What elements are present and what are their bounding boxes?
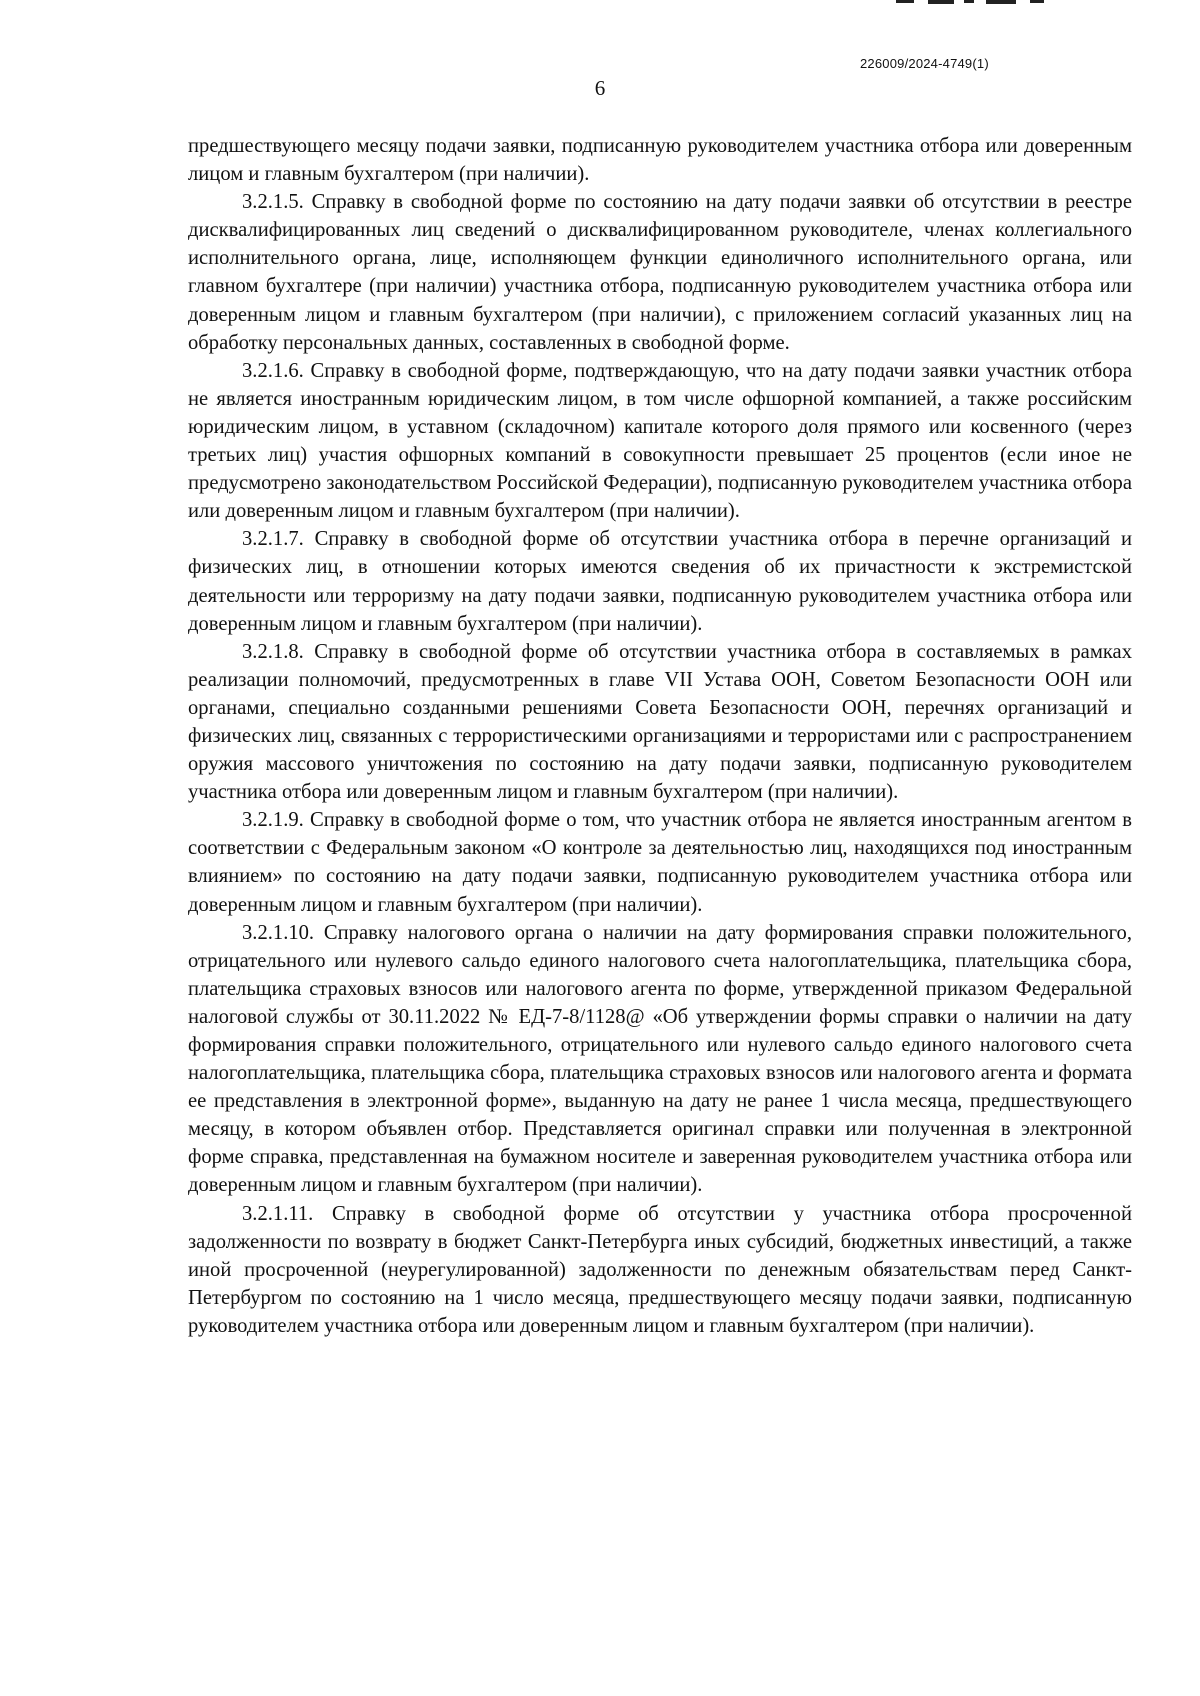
paragraph-3-2-1-9: 3.2.1.9. Справку в свободной форме о том, что участник отбора не является иностранным агентом в соответствии с Федеральным законом «О контроле за деятельностью лиц, находящихся под иностранным влиянием» по состоянию на дату подачи заявки, подписанную руководителем участника отбора или доверенным лицом и главным бухгалтером (при наличии). xyxy=(188,809,1132,916)
paragraph-3-2-1-5: 3.2.1.5. Справку в свободной форме по состоянию на дату подачи заявки об отсутствии в реестре дисквалифицированных лиц сведений о дисквалифицированном руководителе, членах коллегиального исполнительного органа, лице, исполняющем функции единоличного исполнительного органа, или главном бухгалтере (при наличии) участника отбора, подписанную руководителем участника отбора или доверенным лицом и главным бухгалтером (при наличии), с приложением согласий указанных лиц на обработку персональных данных, составленных в свободной форме. xyxy=(188,191,1132,354)
paragraph-3-2-1-11: 3.2.1.11. Справку в свободной форме об отсутствии у участника отбора просроченной задолженности по возврату в бюджет Санкт-Петербурга иных субсидий, бюджетных инвестиций, а также иной просроченной (неурегулированной) задолженности по денежным обязательствам перед Санкт-Петербургом по состоянию на 1 число месяца, предшествующего месяцу подачи заявки, подписанную руководителем участника отбора или доверенным лицом и главным бухгалтером (при наличии). xyxy=(188,1202,1132,1337)
paragraph-continuation: предшествующего месяцу подачи заявки, подписанную руководителем участника отбора или доверенным лицом и главным бухгалтером (при наличии). xyxy=(188,135,1132,186)
document-body xyxy=(188,132,1132,1340)
paragraph-3-2-1-8: 3.2.1.8. Справку в свободной форме об отсутствии участника отбора в составляемых в рамках реализации полномочий, предусмотренных в главе VII Устава ООН, Советом Безопасности ООН или органами, специально созданными решениями Совета Безопасности ООН, перечнях организаций и физических лиц, связанных с террористическими организациями и террористами или с распространением оружия массового уничтожения по состоянию на дату подачи заявки, подписанную руководителем участника отбора или доверенным лицом и главным бухгалтером (при наличии). xyxy=(188,640,1132,804)
document-registration-number: 226009/2024-4749(1) xyxy=(860,56,989,71)
paragraph-3-2-1-7: 3.2.1.7. Справку в свободной форме об отсутствии участника отбора в перечне организаций и физических лиц, в отношении которых имеются сведения об их причастности к экстремистской деятельности или терроризму на дату подачи заявки, подписанную руководителем участника отбора или доверенным лицом и главным бухгалтером (при наличии). xyxy=(188,528,1132,635)
scan-edge-marks xyxy=(880,0,1080,10)
paragraph-3-2-1-10: 3.2.1.10. Справку налогового органа о наличии на дату формирования справки положительного, отрицательного или нулевого сальдо единого налогового счета налогоплательщика, плательщика сбора, плательщика страховых взносов или налогового агента по форме, утвержденной приказом Федеральной налоговой службы от 30.11.2022 № ЕД-7-8/1128@ «Об утверждении формы справки о наличии на дату формирования справки положительного, отрицательного или нулевого сальдо единого налогового счета налогоплательщика, плательщика сбора, плательщика страховых взносов или налогового агента и формата ее представления в электронной форме», выданную на дату не ранее 1 числа месяца, предшествующего месяцу, в котором объявлен отбор. Представляется оригинал справки или полученная в электронной форме справка, представленная на бумажном носителе и заверенная руководителем участника отбора или доверенным лицом и главным бухгалтером (при наличии). xyxy=(188,921,1132,1197)
paragraph-3-2-1-6: 3.2.1.6. Справку в свободной форме, подтверждающую, что на дату подачи заявки участник отбора не является иностранным юридическим лицом, в том числе офшорной компанией, а также российским юридическим лицом, в уставном (складочном) капитале которого доля прямого или косвенного (через третьих лиц) участия офшорных компаний в совокупности превышает 25 процентов (если иное не предусмотрено законодательством Российской Федерации), подписанную руководителем участника отбора или доверенным лицом и главным бухгалтером (при наличии). xyxy=(188,359,1132,523)
page-number: 6 xyxy=(594,76,606,100)
